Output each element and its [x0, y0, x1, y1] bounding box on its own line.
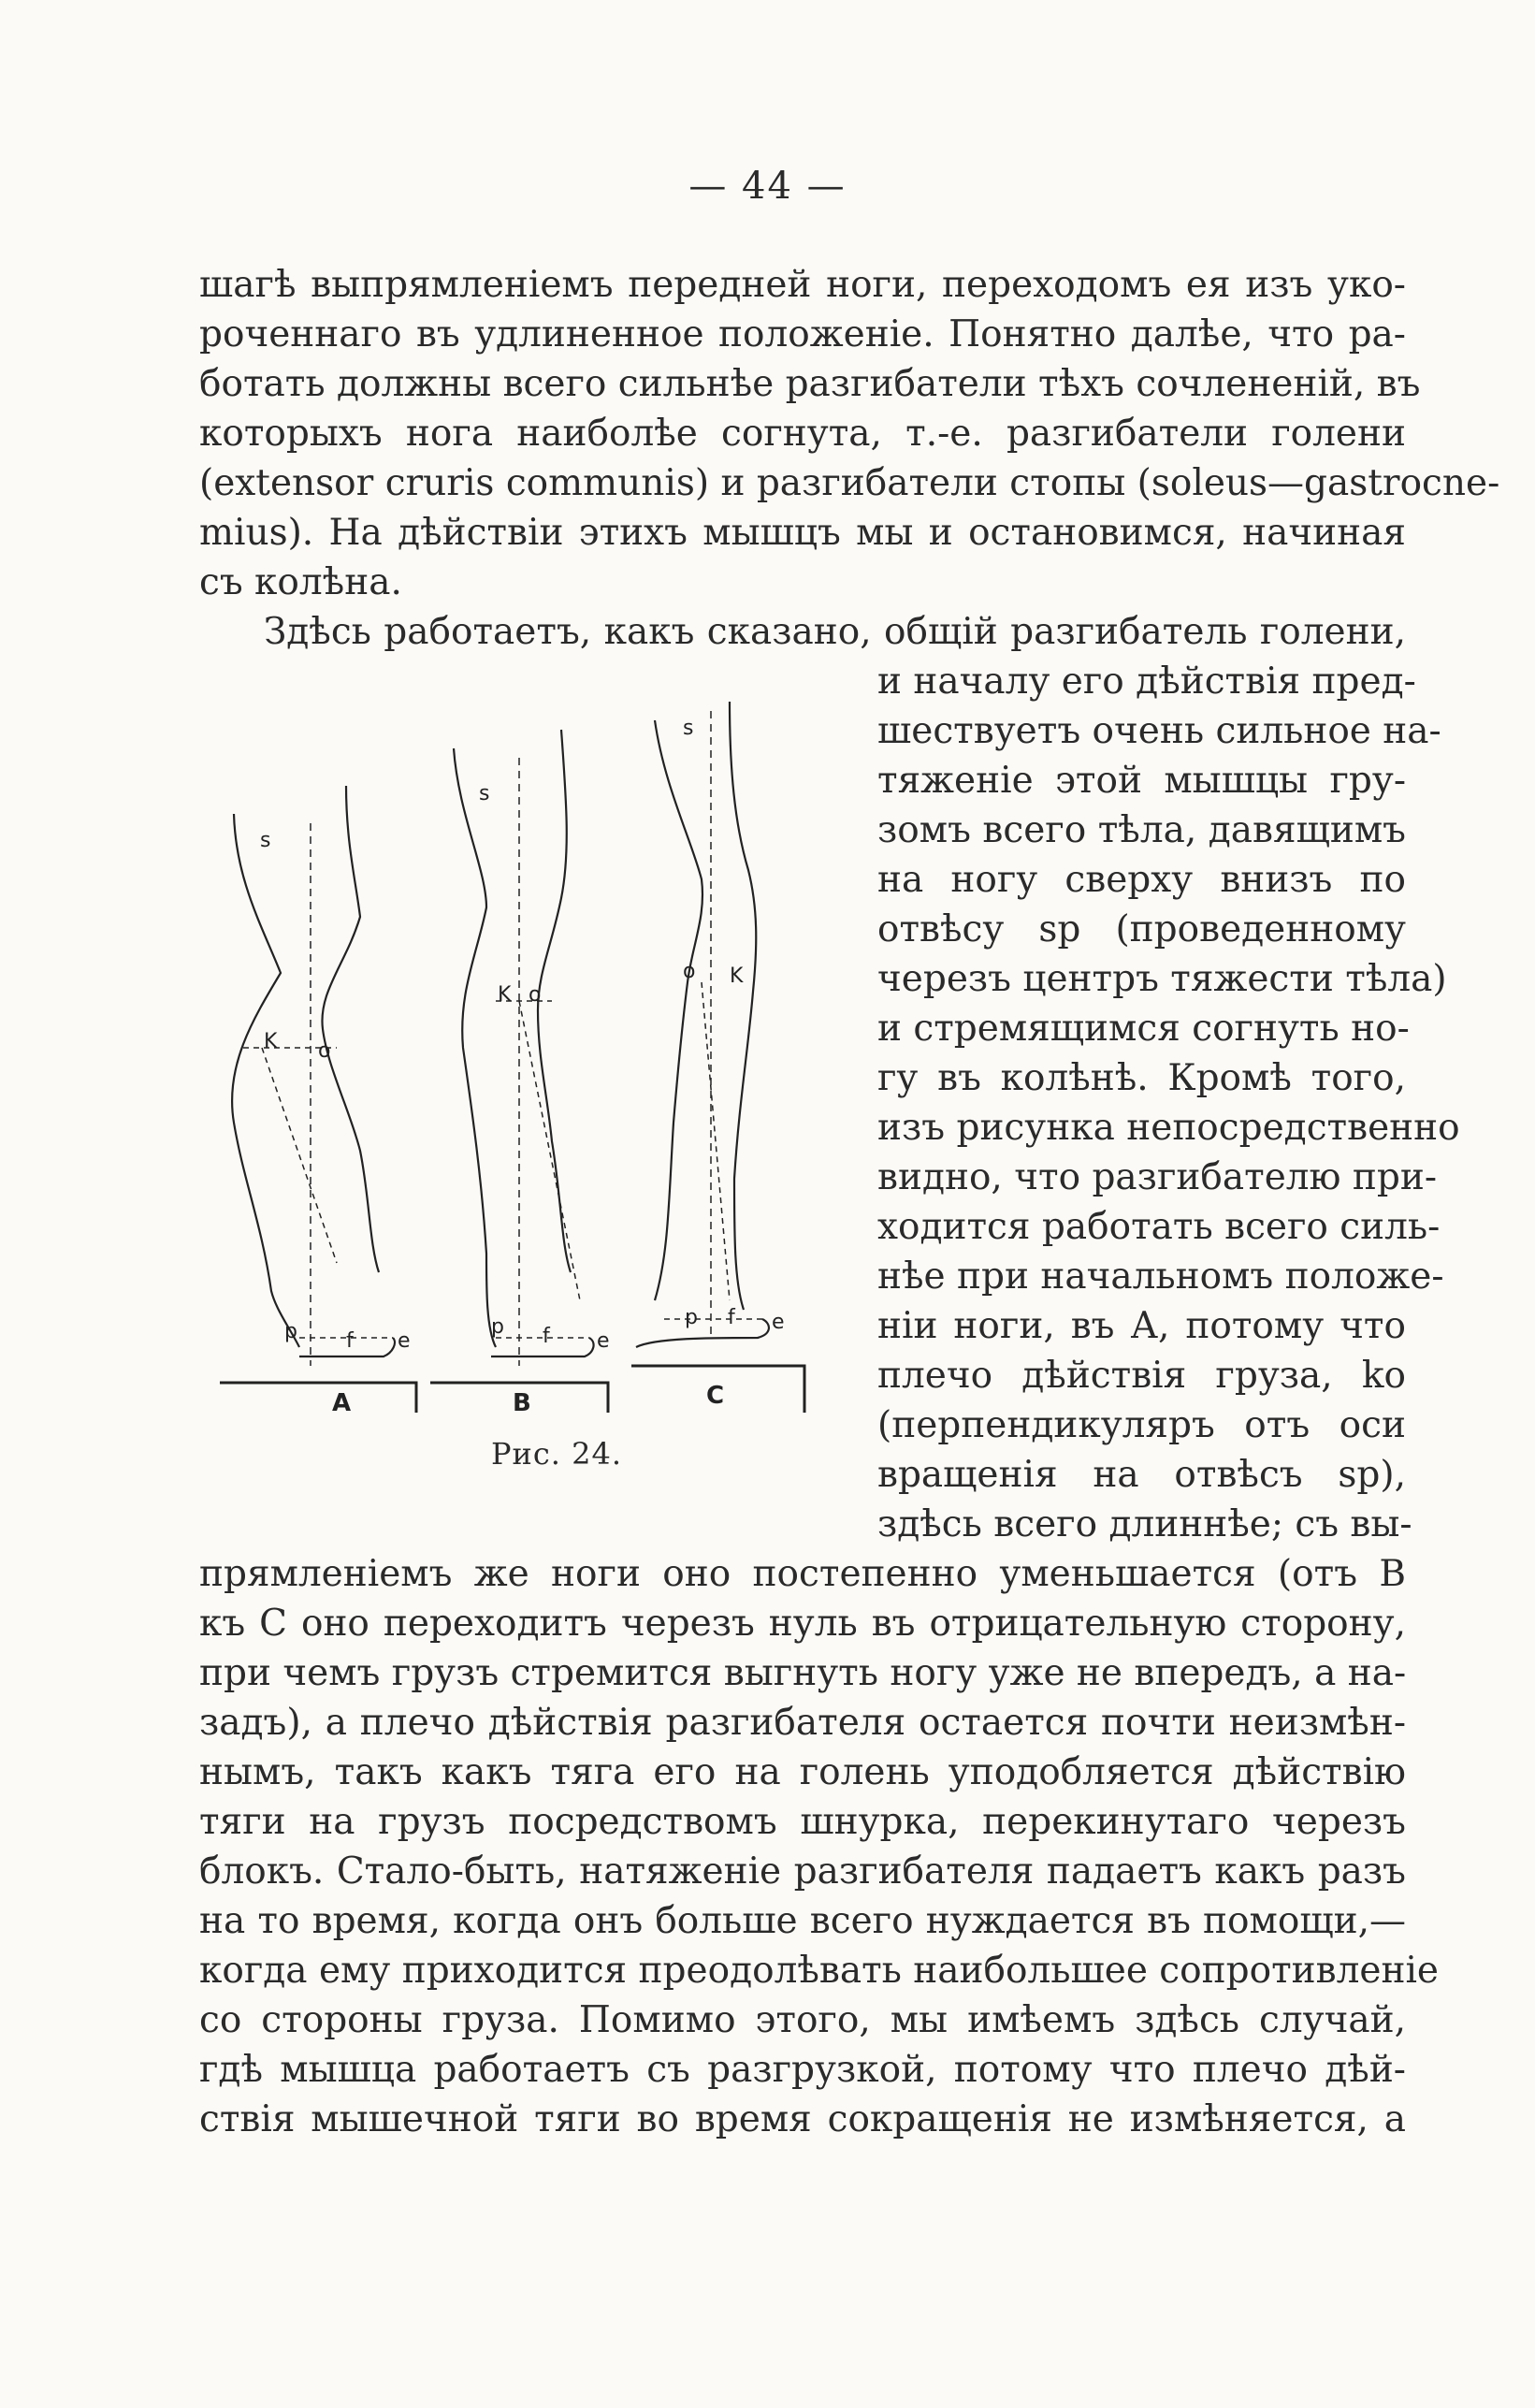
- label-e: e: [398, 1329, 411, 1353]
- text-line: роченнаго въ удлиненное положеніе. Понятно далѣе, что ра-: [199, 313, 1406, 355]
- text-line: ходится работать всего силь-: [877, 1206, 1441, 1248]
- label-s: s: [260, 829, 271, 852]
- label-k: K: [264, 1030, 278, 1053]
- panel-letter-b: B: [513, 1389, 531, 1417]
- page-number: — 44 —: [688, 165, 847, 208]
- figure-leg-diagram: [206, 692, 851, 1497]
- text-line: mius). На дѣйствіи этихъ мышцъ мы и остановимся, начиная: [199, 512, 1406, 554]
- text-line: прямленіемъ же ноги оно постепенно уменьшается (отъ B: [199, 1553, 1406, 1595]
- label-k: K: [730, 965, 744, 988]
- text-line: когда ему приходится преодолѣвать наибольшее сопротивленіе: [199, 1950, 1439, 1992]
- text-line: (перпендикуляръ отъ оси: [877, 1404, 1406, 1446]
- text-line: вращенія на отвѣсъ sp),: [877, 1454, 1406, 1496]
- text-line: блокъ. Стало-быть, натяженіе разгибателя падаетъ какъ разъ: [199, 1850, 1406, 1893]
- text-line: которыхъ нога наиболѣе согнута, т.-е. разгибатели голени: [199, 413, 1406, 455]
- label-o: o: [318, 1039, 331, 1063]
- label-o: o: [529, 983, 542, 1007]
- text-line: зомъ всего тѣла, давящимъ: [877, 809, 1406, 851]
- text-line: черезъ центръ тяжести тѣла): [877, 958, 1447, 1000]
- label-e: e: [772, 1311, 785, 1334]
- text-line: гу въ колѣнѣ. Кромѣ того,: [877, 1057, 1406, 1099]
- text-line: нѣе при начальномъ положе-: [877, 1255, 1444, 1298]
- panel-letter-c: C: [706, 1382, 725, 1410]
- text-line: шагѣ выпрямленіемъ передней ноги, переходомъ ея изъ уко-: [199, 264, 1406, 306]
- text-line: къ C оно переходитъ черезъ нуль въ отрицательную сторону,: [199, 1603, 1406, 1645]
- text-line: отвѣсу sp (проведенному: [877, 908, 1406, 950]
- text-line: при чемъ грузъ стремится выгнуть ногу уже не впередъ, а на-: [199, 1652, 1407, 1694]
- panel-b-leg: [454, 730, 594, 1356]
- label-s: s: [683, 717, 694, 740]
- text-line: здѣсь всего длиннѣе; съ вы-: [877, 1503, 1412, 1545]
- text-line: на ногу сверху внизъ по: [877, 859, 1406, 901]
- label-o: o: [683, 960, 696, 983]
- text-line: гдѣ мышца работаетъ съ разгрузкой, потому что плечо дѣй-: [199, 2049, 1406, 2091]
- label-f: f: [543, 1325, 550, 1348]
- text-line: и началу его дѣйствія пред-: [877, 660, 1416, 703]
- label-p: p: [685, 1306, 698, 1329]
- text-line: Здѣсь работаетъ, какъ сказано, общій разгибатель голени,: [264, 611, 1406, 653]
- text-line: нымъ, такъ какъ тяга его на голень уподобляется дѣйствію: [199, 1751, 1406, 1793]
- label-k: K: [498, 983, 512, 1007]
- text-line: плечо дѣйствія груза, ko: [877, 1355, 1406, 1397]
- text-line: шествуетъ очень сильное на-: [877, 710, 1441, 752]
- label-p: p: [284, 1320, 297, 1343]
- panel-a-leg: [232, 786, 395, 1356]
- label-s: s: [479, 782, 490, 805]
- figure-caption: Рис. 24.: [490, 1436, 622, 1472]
- text-line: ботать должны всего сильнѣе разгибатели тѣхъ сочлененій, въ: [199, 363, 1421, 405]
- label-e: e: [597, 1329, 610, 1353]
- text-line: со стороны груза. Помимо этого, мы имѣемъ здѣсь случай,: [199, 1999, 1406, 2041]
- text-line: и стремящимся согнуть но-: [877, 1008, 1410, 1050]
- text-line: задъ), а плечо дѣйствія разгибателя остается почти неизмѣн-: [199, 1702, 1406, 1744]
- text-line: на то время, когда онъ больше всего нуждается въ помощи,—: [199, 1900, 1406, 1942]
- text-line: (extensor cruris communis) и разгибатели стопы (soleus—gastrocne-: [199, 462, 1500, 504]
- text-line: тяги на грузъ посредствомъ шнурка, перекинутаго черезъ: [199, 1801, 1406, 1843]
- text-line: ствія мышечной тяги во время сокращенія не измѣняется, а: [199, 2098, 1406, 2140]
- label-f: f: [728, 1306, 735, 1329]
- text-line: видно, что разгибателю при-: [877, 1156, 1438, 1198]
- panel-c-leg: [636, 702, 769, 1347]
- text-line: ніи ноги, въ А, потому что: [877, 1305, 1406, 1347]
- label-f: f: [346, 1329, 354, 1353]
- text-line: тяженіе этой мышцы гру-: [877, 760, 1406, 802]
- panel-letter-a: A: [332, 1389, 352, 1417]
- text-line: изъ рисунка непосредственно: [877, 1107, 1460, 1149]
- label-p: p: [491, 1315, 504, 1339]
- text-line: съ колѣна.: [199, 561, 402, 603]
